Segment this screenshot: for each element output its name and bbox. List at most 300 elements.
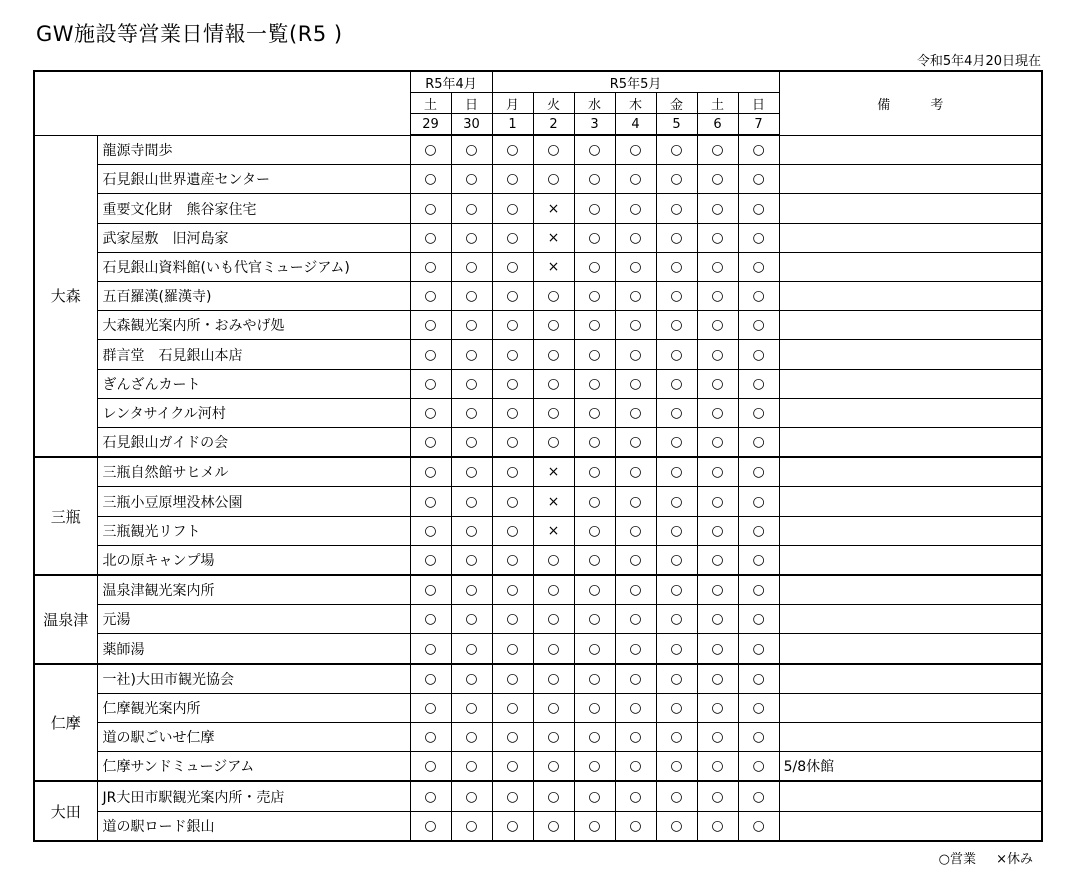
status-mark: ○ [574,664,615,694]
header-blank [34,71,410,135]
status-mark: ○ [656,398,697,427]
status-mark: ○ [738,457,779,487]
status-mark: ○ [533,693,574,722]
status-mark: ○ [615,252,656,281]
status-mark: ○ [574,781,615,811]
facility-row [34,781,1042,811]
status-mark: ○ [492,369,533,398]
remarks-cell [779,223,1042,252]
status-mark: ○ [656,165,697,194]
status-mark: ○ [533,369,574,398]
date-header: 4 [615,114,656,136]
status-mark: ○ [738,752,779,782]
status-mark: × [533,487,574,516]
status-mark: ○ [615,282,656,311]
status-mark: ○ [738,664,779,694]
facility-row [34,545,1042,575]
status-mark: ○ [451,693,492,722]
status-mark: × [533,252,574,281]
status-mark: ○ [738,282,779,311]
status-mark: ○ [410,781,451,811]
status-mark: ○ [533,340,574,369]
status-mark: ○ [615,194,656,223]
status-mark: ○ [738,428,779,458]
status-mark: ○ [451,634,492,664]
facility-row [34,135,1042,165]
status-mark: ○ [574,752,615,782]
status-mark: ○ [410,369,451,398]
status-mark: × [533,223,574,252]
facility-row [34,693,1042,722]
status-mark: ○ [615,575,656,605]
status-mark: ○ [656,634,697,664]
status-mark: ○ [533,781,574,811]
status-mark: ○ [738,165,779,194]
status-mark: ○ [492,340,533,369]
month-header: R5年4月 [410,71,492,93]
status-mark: ○ [492,545,533,575]
facility-row [34,369,1042,398]
status-mark: ○ [656,605,697,634]
weekday-header: 水 [574,93,615,114]
status-mark: ○ [410,340,451,369]
status-mark: ○ [492,457,533,487]
status-mark: ○ [656,457,697,487]
status-mark: ○ [615,781,656,811]
status-mark: ○ [410,194,451,223]
facility-name: 三瓶自然館サヒメル [97,457,410,487]
facility-row [34,428,1042,458]
remarks-cell [779,457,1042,487]
date-header: 2 [533,114,574,136]
weekday-header: 土 [697,93,738,114]
status-mark: ○ [656,811,697,841]
remarks-cell [779,398,1042,427]
status-mark: ○ [492,398,533,427]
facility-name: 三瓶観光リフト [97,516,410,545]
remarks-cell [779,135,1042,165]
status-mark: ○ [410,457,451,487]
status-mark: ○ [697,723,738,752]
status-mark: ○ [533,545,574,575]
status-mark: ○ [697,664,738,694]
facility-row [34,252,1042,281]
status-mark: ○ [615,165,656,194]
status-mark: × [533,194,574,223]
status-mark: ○ [451,252,492,281]
status-mark: ○ [574,165,615,194]
status-mark: ○ [738,605,779,634]
status-mark: ○ [574,223,615,252]
weekday-header: 日 [451,93,492,114]
remarks-cell [779,487,1042,516]
status-mark: ○ [574,693,615,722]
status-mark: ○ [492,165,533,194]
status-mark: ○ [615,605,656,634]
status-mark: ○ [451,457,492,487]
status-mark: ○ [615,516,656,545]
status-mark: ○ [492,223,533,252]
facility-name: 大森観光案内所・おみやげ処 [97,311,410,340]
status-mark: ○ [574,811,615,841]
status-mark: ○ [738,723,779,752]
table-header [34,71,1042,135]
status-mark: ○ [656,516,697,545]
status-mark: ○ [492,605,533,634]
status-mark: ○ [451,398,492,427]
status-mark: ○ [738,634,779,664]
status-mark: ○ [492,252,533,281]
area-label: 仁摩 [34,664,97,782]
facility-row [34,340,1042,369]
status-mark: ○ [738,487,779,516]
status-mark: ○ [697,223,738,252]
status-mark: ○ [738,252,779,281]
status-mark: ○ [574,340,615,369]
status-mark: ○ [492,664,533,694]
status-mark: ○ [410,282,451,311]
status-mark: ○ [492,723,533,752]
status-mark: ○ [451,223,492,252]
status-mark: ○ [492,516,533,545]
status-mark: ○ [410,811,451,841]
status-mark: ○ [656,693,697,722]
status-mark: ○ [492,282,533,311]
remarks-cell [779,723,1042,752]
status-mark: ○ [738,223,779,252]
status-mark: ○ [451,605,492,634]
status-mark: ○ [410,605,451,634]
status-mark: ○ [738,811,779,841]
status-mark: ○ [574,575,615,605]
status-mark: ○ [615,457,656,487]
facility-name: 石見銀山世界遺産センター [97,165,410,194]
status-mark: ○ [451,311,492,340]
area-label: 三瓶 [34,457,97,575]
remarks-cell [779,194,1042,223]
facility-row [34,398,1042,427]
status-mark: ○ [697,575,738,605]
status-mark: ○ [533,605,574,634]
area-label: 大田 [34,781,97,841]
status-mark: ○ [574,194,615,223]
status-mark: ○ [697,811,738,841]
status-mark: ○ [656,311,697,340]
status-mark: ○ [410,664,451,694]
remarks-cell [779,340,1042,369]
status-mark: ○ [533,664,574,694]
status-mark: ○ [574,516,615,545]
area-label: 大森 [34,135,97,457]
remarks-cell [779,311,1042,340]
date-header: 29 [410,114,451,136]
status-mark: ○ [451,135,492,165]
status-mark: × [533,516,574,545]
date-header: 30 [451,114,492,136]
status-mark: ○ [492,575,533,605]
status-mark: ○ [451,428,492,458]
status-mark: ○ [410,634,451,664]
status-mark: ○ [697,398,738,427]
status-mark: ○ [615,664,656,694]
status-mark: ○ [615,811,656,841]
status-mark: ○ [492,311,533,340]
facility-name: 三瓶小豆原埋没林公園 [97,487,410,516]
as-of-date: 令和5年4月20日現在 [916,54,1041,69]
status-mark: ○ [697,781,738,811]
status-mark: ○ [615,723,656,752]
facility-row [34,165,1042,194]
status-mark: ○ [615,487,656,516]
weekday-header: 金 [656,93,697,114]
facility-row [34,194,1042,223]
status-mark: ○ [410,428,451,458]
facility-row [34,516,1042,545]
status-mark: ○ [451,487,492,516]
status-mark: ○ [574,634,615,664]
status-mark: ○ [574,487,615,516]
status-mark: ○ [451,575,492,605]
status-mark: ○ [410,135,451,165]
remarks-cell [779,282,1042,311]
legend: ○営業 ×休み [938,852,1033,867]
facility-name: 重要文化財 熊谷家住宅 [97,194,410,223]
status-mark: ○ [697,605,738,634]
weekday-header: 木 [615,93,656,114]
area-label: 温泉津 [34,575,97,664]
facility-name: 温泉津観光案内所 [97,575,410,605]
status-mark: ○ [656,223,697,252]
weekday-header: 土 [410,93,451,114]
status-mark: ○ [533,428,574,458]
status-mark: ○ [697,165,738,194]
status-mark: ○ [697,428,738,458]
status-mark: ○ [574,369,615,398]
status-mark: ○ [697,457,738,487]
facility-name: 石見銀山ガイドの会 [97,428,410,458]
status-mark: ○ [656,252,697,281]
status-mark: ○ [738,516,779,545]
status-mark: ○ [533,165,574,194]
facility-row [34,752,1042,782]
facility-row [34,634,1042,664]
status-mark: ○ [574,135,615,165]
status-mark: ○ [615,634,656,664]
status-mark: ○ [656,575,697,605]
status-mark: ○ [697,252,738,281]
schedule-table [33,70,1043,842]
status-mark: ○ [656,194,697,223]
status-mark: ○ [615,752,656,782]
facility-row [34,575,1042,605]
facility-name: 道の駅ごいせ仁摩 [97,723,410,752]
status-mark: ○ [410,545,451,575]
status-mark: ○ [738,311,779,340]
facility-row [34,664,1042,694]
status-mark: ○ [615,428,656,458]
facility-name: 仁摩観光案内所 [97,693,410,722]
status-mark: ○ [574,605,615,634]
status-mark: ○ [615,545,656,575]
status-mark: ○ [697,194,738,223]
page-title: GW施設等営業日情報一覧(R5 ) [36,22,343,46]
status-mark: ○ [656,135,697,165]
status-mark: ○ [656,781,697,811]
facility-name: 五百羅漢(羅漢寺) [97,282,410,311]
status-mark: ○ [656,664,697,694]
remarks-cell [779,605,1042,634]
remarks-cell [779,664,1042,694]
status-mark: ○ [574,398,615,427]
status-mark: ○ [451,545,492,575]
status-mark: ○ [410,516,451,545]
status-mark: ○ [574,282,615,311]
date-header: 5 [656,114,697,136]
status-mark: ○ [492,693,533,722]
facility-name: 石見銀山資料館(いも代官ミュージアム) [97,252,410,281]
status-mark: ○ [533,135,574,165]
date-header: 7 [738,114,779,136]
status-mark: ○ [451,340,492,369]
status-mark: ○ [615,340,656,369]
month-header: R5年5月 [492,71,779,93]
facility-row [34,487,1042,516]
status-mark: ○ [697,545,738,575]
facility-name: ぎんざんカート [97,369,410,398]
status-mark: ○ [410,752,451,782]
status-mark: ○ [574,457,615,487]
facility-name: 仁摩サンドミュージアム [97,752,410,782]
status-mark: ○ [492,781,533,811]
facility-name: 群言堂 石見銀山本店 [97,340,410,369]
status-mark: ○ [656,340,697,369]
status-mark: ○ [451,664,492,694]
status-mark: ○ [615,693,656,722]
status-mark: ○ [697,516,738,545]
status-mark: ○ [451,194,492,223]
status-mark: ○ [615,223,656,252]
facility-name: JR大田市駅観光案内所・売店 [97,781,410,811]
status-mark: ○ [738,545,779,575]
status-mark: ○ [615,135,656,165]
facility-name: 龍源寺間歩 [97,135,410,165]
remarks-cell [779,634,1042,664]
status-mark: ○ [656,752,697,782]
status-mark: ○ [697,752,738,782]
status-mark: ○ [492,428,533,458]
date-header: 1 [492,114,533,136]
status-mark: ○ [451,781,492,811]
status-mark: ○ [533,752,574,782]
weekday-header: 月 [492,93,533,114]
remarks-header: 備 考 [779,71,1042,135]
status-mark: ○ [656,282,697,311]
status-mark: ○ [738,575,779,605]
status-mark: ○ [492,634,533,664]
remarks-cell [779,428,1042,458]
remarks-cell [779,545,1042,575]
facility-name: レンタサイクル河村 [97,398,410,427]
status-mark: ○ [410,165,451,194]
status-mark: ○ [451,723,492,752]
status-mark: ○ [533,634,574,664]
status-mark: ○ [574,545,615,575]
facility-name: 一社)大田市観光協会 [97,664,410,694]
status-mark: ○ [697,634,738,664]
status-mark: ○ [656,487,697,516]
status-mark: ○ [697,487,738,516]
date-header: 6 [697,114,738,136]
status-mark: ○ [615,398,656,427]
facility-row [34,723,1042,752]
remarks-cell [779,575,1042,605]
remarks-cell: 5/8休館 [779,752,1042,782]
status-mark: ○ [574,428,615,458]
status-mark: ○ [738,369,779,398]
facility-name: 元湯 [97,605,410,634]
status-mark: ○ [410,252,451,281]
status-mark: ○ [656,369,697,398]
status-mark: ○ [492,752,533,782]
status-mark: ○ [697,311,738,340]
facility-name: 北の原キャンプ場 [97,545,410,575]
status-mark: ○ [451,165,492,194]
status-mark: ○ [410,575,451,605]
status-mark: ○ [533,311,574,340]
status-mark: ○ [410,723,451,752]
status-mark: ○ [492,487,533,516]
status-mark: ○ [697,369,738,398]
status-mark: ○ [738,781,779,811]
facility-row [34,311,1042,340]
remarks-cell [779,811,1042,841]
status-mark: ○ [738,398,779,427]
status-mark: ○ [697,693,738,722]
status-mark: ○ [533,575,574,605]
status-mark: ○ [533,282,574,311]
status-mark: ○ [656,428,697,458]
date-header: 3 [574,114,615,136]
remarks-cell [779,165,1042,194]
status-mark: ○ [533,723,574,752]
status-mark: ○ [451,752,492,782]
remarks-cell [779,252,1042,281]
status-mark: ○ [410,223,451,252]
status-mark: ○ [738,340,779,369]
facility-name: 道の駅ロード銀山 [97,811,410,841]
status-mark: ○ [410,693,451,722]
status-mark: ○ [656,545,697,575]
facility-name: 薬師湯 [97,634,410,664]
status-mark: ○ [451,282,492,311]
status-mark: × [533,457,574,487]
status-mark: ○ [451,811,492,841]
remarks-cell [779,516,1042,545]
status-mark: ○ [492,194,533,223]
status-mark: ○ [451,516,492,545]
status-mark: ○ [738,135,779,165]
status-mark: ○ [533,398,574,427]
status-mark: ○ [574,252,615,281]
status-mark: ○ [615,369,656,398]
remarks-cell [779,781,1042,811]
status-mark: ○ [574,723,615,752]
status-mark: ○ [697,340,738,369]
status-mark: ○ [492,135,533,165]
status-mark: ○ [656,723,697,752]
status-mark: ○ [615,311,656,340]
remarks-cell [779,369,1042,398]
